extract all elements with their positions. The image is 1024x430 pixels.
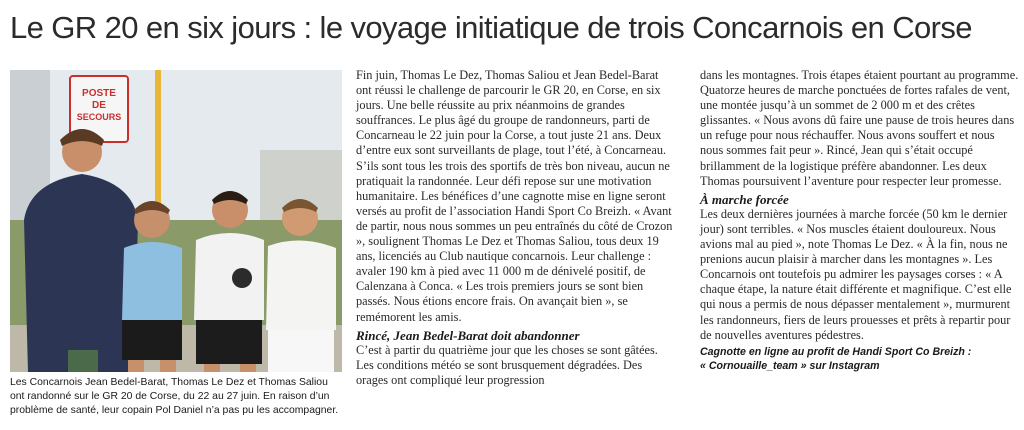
column1-paragraph-1: Fin juin, Thomas Le Dez, Thomas Saliou et Jean Bedel-Barat ont réussi le challenge de parcourir le GR 20, en Corse, en six jours. Une belle réussite au prix néanmoins de grandes souffrances. Le plus âgé du groupe de randonneurs, parti de Concarneau le 22 juin pour la Corse, a tout juste 21 ans. Deux d’entre eux sont surveillants de plage, tout l’été, à Concarneau. S’ils sont tous les trois des sportifs de très bon niveau, aucun ne pratiquait la randonnée. Leur défi repose sur une motivation humanitaire. Les bénéfices d’une cagnotte mise en ligne seront versés au profit de l’association Handi Sport Co Breizh. « Avant de partir, nous nous sommes un peu entraînés du côté de Crozon », soulignent Thomas Le Dez et Thomas Saliou, tous deux 19 ans, licenciés au Club nautique concarnois. Leur challenge : avaler 190 km à pied avec 11 000 m de dénivelé positif, de Calenzana à Conca. « Les trois premiers jours se sont bien passés. Nous étions encore frais. On avançait bien », se remémorent les amis.: [356, 68, 673, 324]
flag-pole: [155, 70, 161, 220]
column1-subheading: Rincé, Jean Bedel-Barat doit abandonner: [356, 327, 580, 343]
article-photo: [10, 70, 342, 372]
column1-paragraph-2: C’est à partir du quatrième jour que les choses se sont gâtées. Les conditions météo se sont brusquement dégradées. Des orages ont compliqué leur progression: [356, 342, 658, 387]
sign-text-1: POSTE: [82, 88, 116, 99]
headline: Le GR 20 en six jours : le voyage initiatique de trois Concarnois en Corse: [10, 10, 972, 45]
sign-text-3: SECOURS: [76, 112, 122, 122]
fundraiser-credit-line-2: « Cornouaille_team » sur Instagram: [700, 359, 880, 372]
column2-paragraph-1: dans les montagnes. Trois étapes étaient pourtant au programme. Quatorze heures de marche ponctuées de fortes rafales de vent, une montée jusqu’à un sommet de 2 000 m et des crêtes glissantes. « Nous avons dû faire une pause de trois heures dans un refuge pour nous réchauffer. Nous avons souffert et nous nous sommes fait peur ». Rincé, Jean qui s’était occupé brillamment de la logistique préfère abandonner. Les deux Thomas poursuivent l’aventure pour respecter leur promesse.: [700, 68, 1019, 188]
photo-caption: Les Concarnois Jean Bedel-Barat, Thomas Le Dez et Thomas Saliou ont randonné sur le GR 20 de Corse, du 22 au 27 juin. En raison d’un problème de santé, leur copain Pol Daniel n’a pas pu les accompagner.: [10, 377, 339, 416]
photo-illustration: [10, 70, 342, 372]
article-column-1: [356, 68, 676, 388]
fundraiser-credit-line-1: Cagnotte en ligne au profit de Handi Sport Co Breizh :: [700, 345, 972, 358]
article-column-2: [700, 68, 1020, 373]
column2-subheading: À marche forcée: [700, 191, 789, 207]
column2-paragraph-2: Les deux dernières journées à marche forcée (50 km le dernier jour) sont terribles. « Nos muscles étaient douloureux. Nous avions mal au pied », note Thomas Le Dez. « À la fin, nous ne prenions aucun plaisir à marcher dans les montagnes ». Les Concarnois ont toutefois pu admirer les paysages corses : « A chaque étape, la nature était différente et magnifique. C’est elle qui nous a permis de nous dépasser mentalement », murmurent les randonneurs, fiers de leurs prouesses et prêts à repartir pour de nouvelles aventures pédestres.: [700, 206, 1012, 342]
sign-text-2: DE: [92, 100, 106, 111]
